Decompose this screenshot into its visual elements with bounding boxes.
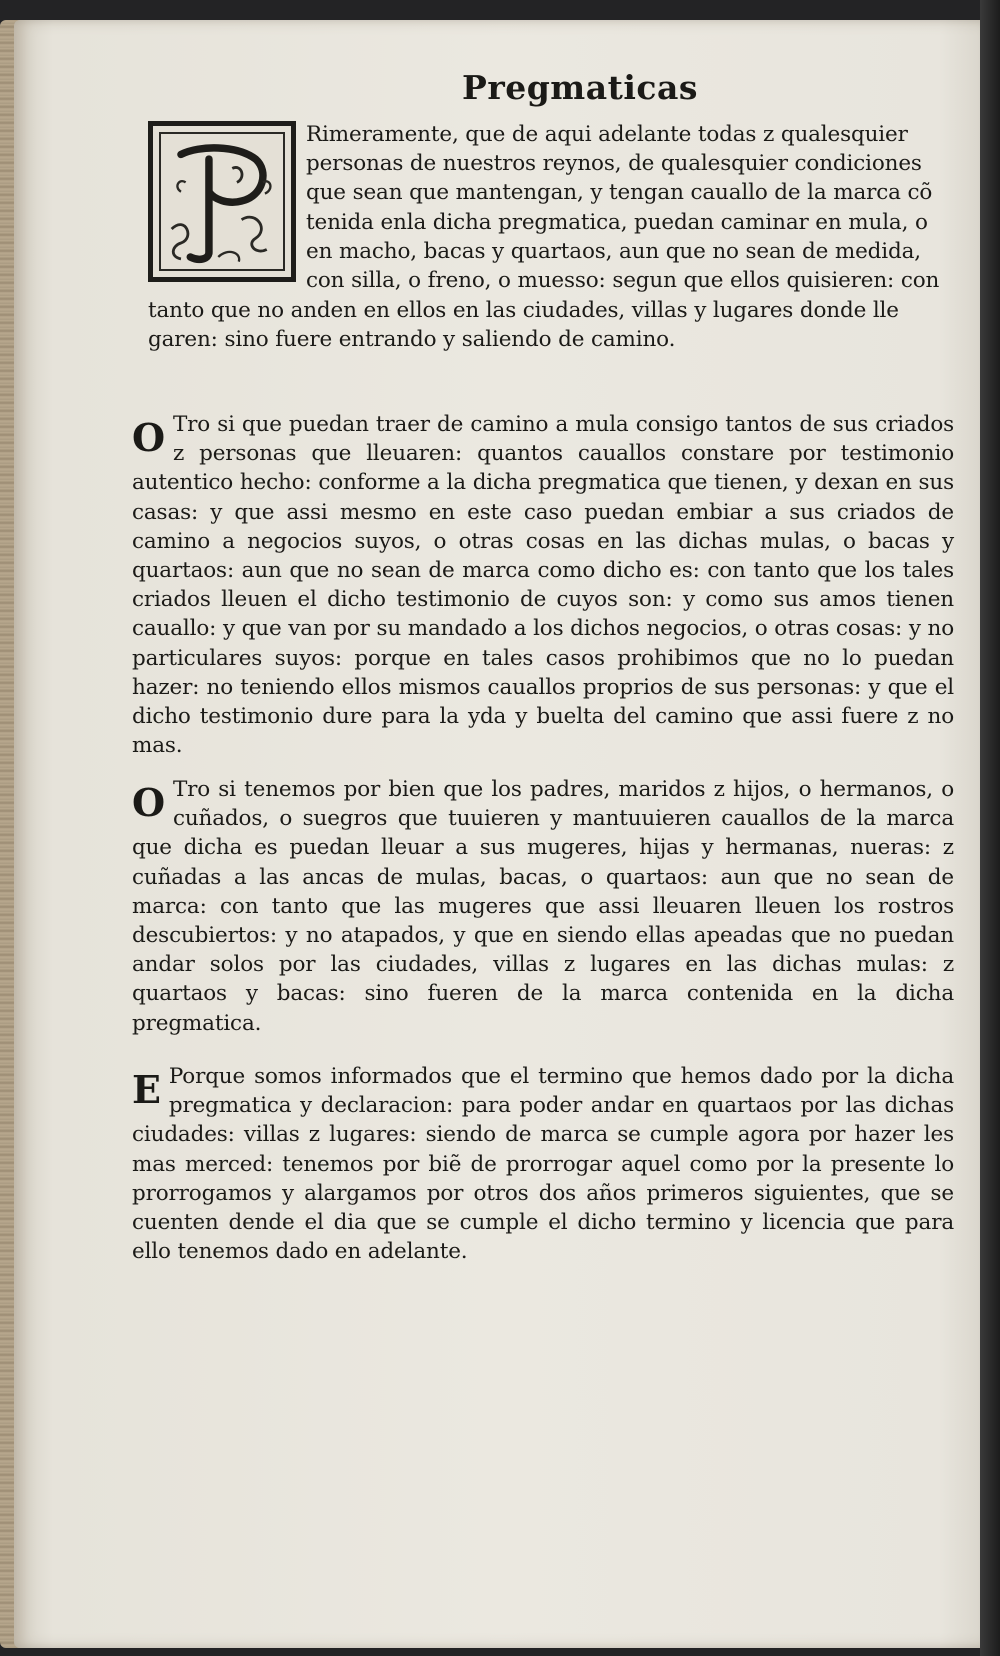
text-line: en macho, bacas y quartaos, aun que no sean de medida, <box>306 238 921 264</box>
paragraph-text: Tro si que puedan traer de camino a mula consigo tantos de sus criados z personas que lleuaren: quantos cauallos constare por testimonio autentico hecho: conforme a la dicha pregmatica que tienen, y dexan en sus casas: y que assi mesmo en este caso puedan embiar a sus criados de camino a negocios suyos, o otras cosas en las dichas mulas, o bacas y quartaos: aun que no sean de marca como dicho es: con tanto que los tales criados lleuen el dicho testimonio de cuyos son: y como sus amos tienen cauallo: y que van por su mandado a los dichos negocios, o otras cosas: y no particulares suyos: porque en tales casos prohibimos que no lo puedan hazer: no teniendo ellos mismos cauallos proprios de sus personas: y que el dicho testimonio dure para la yda y buelta del camino que assi fuere z no mas. <box>132 412 954 759</box>
text-line: con silla, o freno, o muesso: segun que ellos quisieren: con <box>306 268 940 294</box>
paragraph-1-top <box>306 120 954 295</box>
paragraph-3 <box>132 775 954 1038</box>
decorated-initial-p <box>148 121 296 282</box>
paragraph-4 <box>132 1062 954 1266</box>
ornamental-initial-icon <box>153 126 291 277</box>
paragraph-text: Porque somos informados que el termino que hemos dado por la dicha pregmatica y declaracion: para poder andar en quartaos por las dichas ciudades: villas z lugares: siendo de marca se cumple agora por hazer les mas merced: tenemos por biẽ de prorrogar aquel como por la presente lo prorrogamos y alargamos por otros dos años primeros siguientes, que se cuenten dende el dia que se cumple el dicho termino y licencia que para ello tenemos dado en adelante. <box>132 1064 954 1265</box>
text-line: garen: sino fuere entrando y saliendo de camino. <box>148 327 676 353</box>
text-line: personas de nuestros reynos, de qualesquier condiciones <box>306 151 922 177</box>
text-line: que sean que mantengan, y tengan cauallo de la marca cõ <box>306 180 933 206</box>
text-line: tanto que no anden en ellos en las ciudades, villas y lugares donde lle <box>148 298 899 323</box>
book-binding <box>980 0 1000 1656</box>
drop-letter: O <box>132 415 165 460</box>
paragraph-text: Tro si tenemos por bien que los padres, maridos z hijos, o hermanos, o cuñados, o suegros que tuuieren y mantuuieren cauallos de la marca que dicha es puedan lleuar a sus mugeres, hijas y hermanas, nueras: z cuñadas a las ancas de mulas, bacas, o quartaos: aun que no sean de marca: con tanto que las mugeres que assi lleuaren lleuen los rostros descubiertos: y no atapados, y que en siendo ellas apeadas que no puedan andar solos por las ciudades, villas z lugares en las dichas mulas: z quartaos y bacas: sino fueren de la marca contenida en la dicha pregmatica. <box>132 777 954 1036</box>
drop-letter: E <box>132 1067 161 1112</box>
drop-letter: O <box>132 780 165 825</box>
paragraph-2 <box>132 410 954 760</box>
text-line: Rimeramente, que de aqui adelante todas z qualesquier <box>306 122 908 147</box>
text-line: tenida enla dicha pregmatica, puedan caminar en mula, o <box>306 209 928 235</box>
paragraph-1-bottom <box>148 296 954 354</box>
page-title: Pregmaticas <box>462 68 698 107</box>
